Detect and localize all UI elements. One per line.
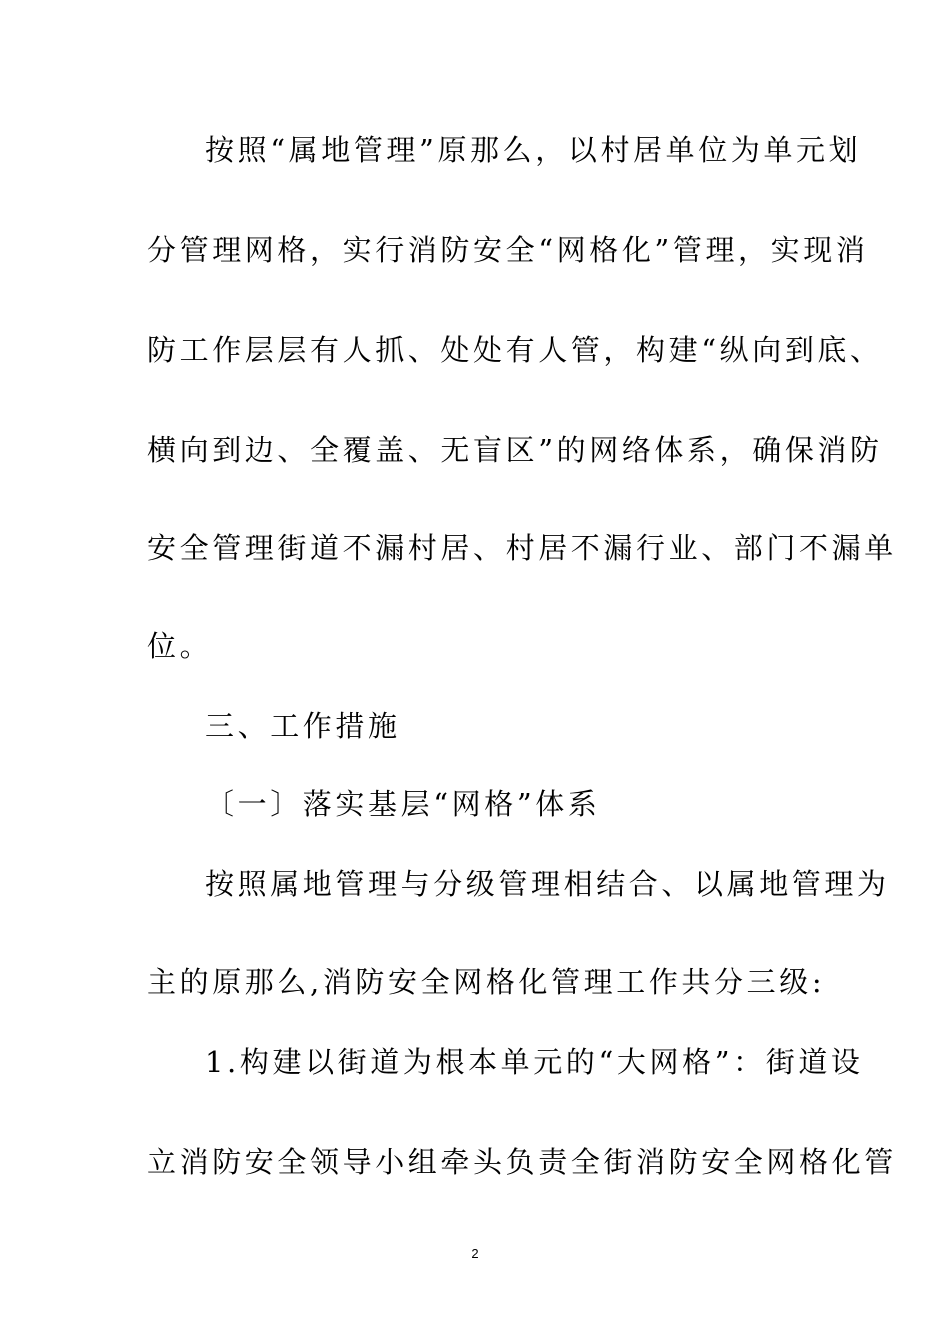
section-heading: 三、工作措施 [205,709,401,743]
paragraph-2-line-2: 主的原那么,消防安全网格化管理工作共分三级: [147,965,826,999]
paragraph-1-line-5: 安全管理街道不漏村居、村居不漏行业、部门不漏单 [147,531,897,565]
paragraph-3-line-1: 1.构建以街道为根本单元的“大网格”：街道设 [205,1045,864,1079]
subsection-heading: 〔一〕落实基层“网格”体系 [205,787,601,821]
paragraph-1-line-6: 位。 [147,629,213,663]
paragraph-1-line-2: 分管理网格，实行消防安全“网格化”管理，实现消 [147,233,869,267]
paragraph-3-line-2: 立消防安全领导小组牵头负责全街消防安全网格化管 [147,1145,897,1179]
paragraph-1-line-4: 横向到边、全覆盖、无盲区”的网络体系，确保消防 [147,433,883,467]
paragraph-1-line-1: 按照“属地管理”原那么，以村居单位为单元划 [205,133,862,167]
page-number: 2 [471,1246,479,1261]
paragraph-1-line-3: 防工作层层有人抓、处处有人管，构建“纵向到底、 [147,333,883,367]
paragraph-2-line-1: 按照属地管理与分级管理相结合、以属地管理为 [205,867,890,901]
